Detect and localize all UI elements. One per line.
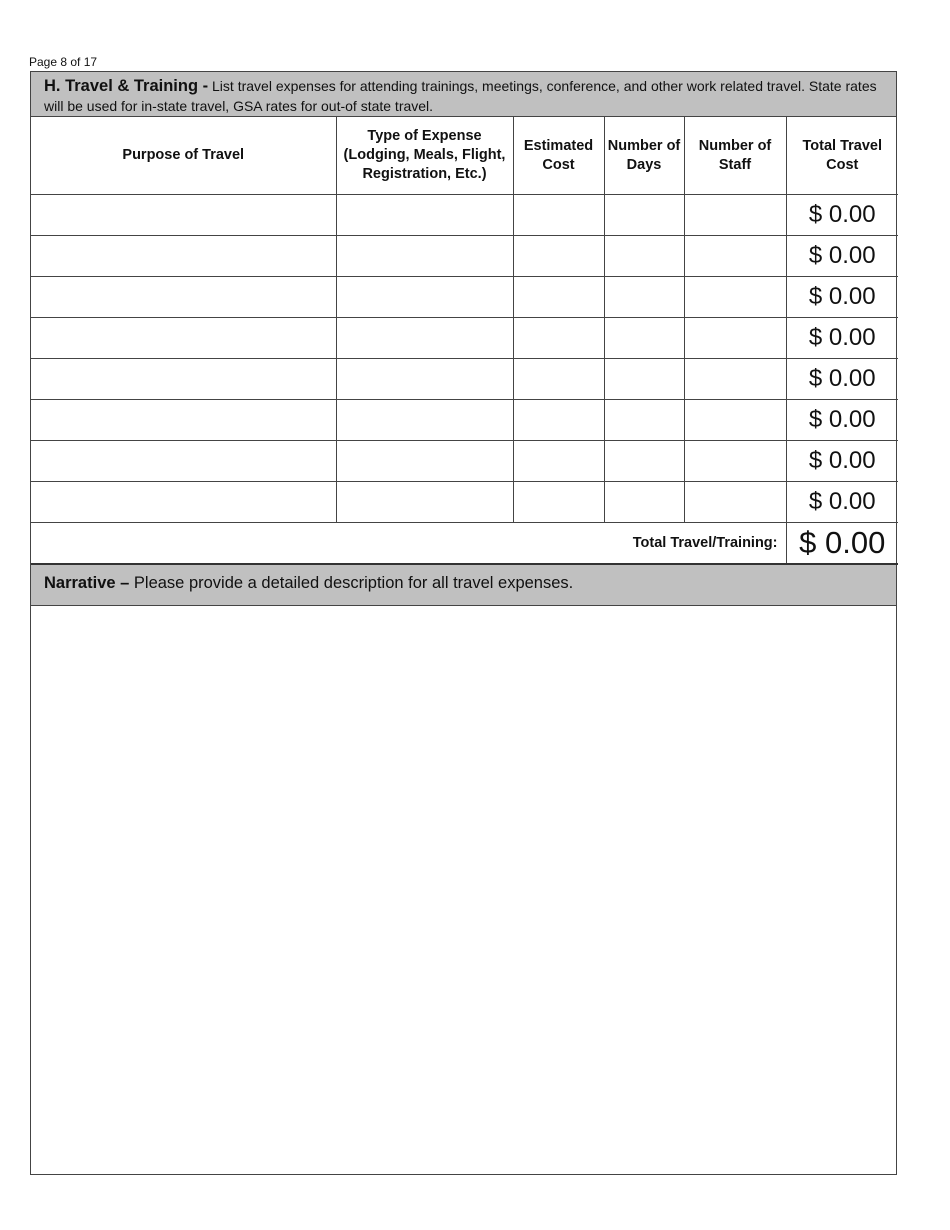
estimated-cost-field[interactable] [513,277,604,318]
row-total-cost: $ 0.00 [786,277,898,318]
expense-type-field[interactable] [336,195,513,236]
staff-field[interactable] [684,195,786,236]
days-field[interactable] [604,277,684,318]
narrative-header [31,565,896,606]
estimated-cost-field[interactable] [513,318,604,359]
staff-field[interactable] [684,277,786,318]
total-row [31,523,898,565]
staff-field[interactable] [684,441,786,482]
expense-type-field[interactable] [336,400,513,441]
column-header-estimated-cost: Estimated Cost [513,117,604,195]
table-row [31,318,898,359]
expense-type-field[interactable] [336,359,513,400]
days-field[interactable] [604,482,684,523]
expense-type-field[interactable] [336,318,513,359]
section-description: List travel expenses for attending trainings, meetings, conference, and other work related travel. State rates will be used for in-state travel, GSA rates for out-of state travel. [44,78,877,114]
column-header-purpose: Purpose of Travel [31,117,336,195]
total-travel-training-value: $ 0.00 [786,523,898,565]
days-field[interactable] [604,359,684,400]
row-total-cost: $ 0.00 [786,195,898,236]
days-field[interactable] [604,236,684,277]
table-row [31,236,898,277]
narrative-text-area[interactable] [31,606,896,1174]
section-header [31,72,896,117]
estimated-cost-field[interactable] [513,482,604,523]
column-header-number-of-days: Number of Days [604,117,684,195]
table-row [31,482,898,523]
table-row [31,441,898,482]
row-total-cost: $ 0.00 [786,400,898,441]
estimated-cost-field[interactable] [513,236,604,277]
purpose-field[interactable] [31,195,336,236]
purpose-field[interactable] [31,400,336,441]
estimated-cost-field[interactable] [513,400,604,441]
days-field[interactable] [604,400,684,441]
days-field[interactable] [604,441,684,482]
staff-field[interactable] [684,400,786,441]
row-total-cost: $ 0.00 [786,441,898,482]
travel-training-form [30,71,897,1175]
estimated-cost-field[interactable] [513,441,604,482]
travel-expense-table [31,117,898,565]
expense-type-field[interactable] [336,482,513,523]
staff-field[interactable] [684,236,786,277]
total-travel-training-label: Total Travel/Training: [31,523,786,565]
expense-type-field[interactable] [336,277,513,318]
narrative-title: Narrative – [44,574,130,592]
row-total-cost: $ 0.00 [786,482,898,523]
column-header-number-of-staff: Number of Staff [684,117,786,195]
purpose-field[interactable] [31,236,336,277]
table-header-row [31,117,898,195]
days-field[interactable] [604,195,684,236]
row-total-cost: $ 0.00 [786,318,898,359]
table-row [31,195,898,236]
purpose-field[interactable] [31,482,336,523]
row-total-cost: $ 0.00 [786,236,898,277]
table-row [31,359,898,400]
purpose-field[interactable] [31,359,336,400]
table-row [31,277,898,318]
purpose-field[interactable] [31,441,336,482]
purpose-field[interactable] [31,277,336,318]
staff-field[interactable] [684,359,786,400]
row-total-cost: $ 0.00 [786,359,898,400]
days-field[interactable] [604,318,684,359]
table-row [31,400,898,441]
page-number: Page 8 of 17 [29,55,98,69]
staff-field[interactable] [684,482,786,523]
staff-field[interactable] [684,318,786,359]
estimated-cost-field[interactable] [513,359,604,400]
purpose-field[interactable] [31,318,336,359]
expense-type-field[interactable] [336,441,513,482]
narrative-prompt: Please provide a detailed description for all travel expenses. [133,574,574,592]
expense-type-field[interactable] [336,236,513,277]
column-header-expense-type: Type of Expense (Lodging, Meals, Flight, Registration, Etc.) [336,117,513,195]
estimated-cost-field[interactable] [513,195,604,236]
column-header-total-cost: Total Travel Cost [786,117,898,195]
section-title: H. Travel & Training - [44,77,209,95]
